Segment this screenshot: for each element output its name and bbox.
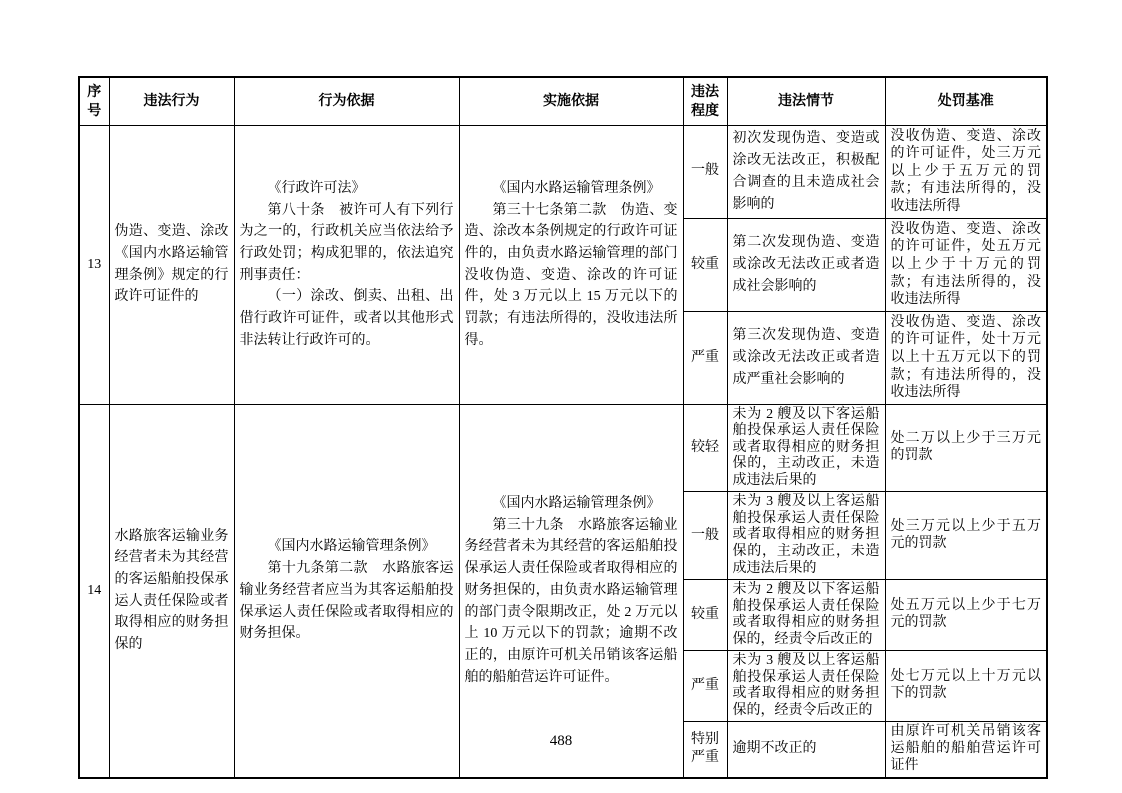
row13-circumstance-3: 第三次发现伪造、变造或涂改无法改正或者造成严重社会影响的 <box>727 311 885 404</box>
row14-degree-4: 严重 <box>683 651 727 722</box>
row14-impl-basis <box>459 404 683 777</box>
row14-degree-2: 一般 <box>683 492 727 580</box>
row14-degree-3: 较重 <box>683 580 727 651</box>
row14-circumstance-2: 未为 3 艘及以上客运船舶投保承运人责任保险或者取得相应的财务担保的，主动改正，未造成违法后果的 <box>727 492 885 580</box>
table-row <box>79 125 1047 218</box>
paragraph: 《国内水路运输管理条例》 <box>492 496 661 512</box>
paragraph: 第三十九条 水路旅客运输业务经营者未为其经营的客运船舶投保承运人责任保险或者取得相应的财务担保的，由负责水路运输管理的部门责令限期改正，处 2 万元以上 10 万元以下的罚款；逾期不改正的，由原许可机关吊销该客运船舶的船舶营运许可证件。 <box>464 517 678 685</box>
row14-degree-5: 特别严重 <box>683 722 727 778</box>
row14-violation: 水路旅客运输业务经营者未为其经营的客运船舶投保承运人责任保险或者取得相应的财务担保的 <box>109 404 234 777</box>
row13-no: 13 <box>79 125 109 404</box>
row13-degree-2: 较重 <box>683 218 727 311</box>
row14-penalty-3: 处五万元以上少于七万元的罚款 <box>885 580 1047 651</box>
table-row <box>79 404 1047 492</box>
paragraph: 第八十条 被许可人有下列行为之一的，行政机关应当依法给予行政处罚；构成犯罪的，依法追究刑事责任： <box>239 202 454 283</box>
row14-behavior-basis <box>234 404 459 777</box>
row14-circumstance-1: 未为 2 艘及以下客运船舶投保承运人责任保险或者取得相应的财务担保的，主动改正，未造成违法后果的 <box>727 404 885 492</box>
row14-circumstance-3: 未为 2 艘及以下客运船舶投保承运人责任保险或者取得相应的财务担保的，经责令后改正的 <box>727 580 885 651</box>
paragraph: 第三十七条第二款 伪造、变造、涂改本条例规定的行政许可证件的，由负责水路运输管理的部门没收伪造、变造、涂改的许可证件，处 3 万元以上 15 万元以下的罚款；有违法所得的，没收违法所得。 <box>464 202 678 348</box>
header-penalty: 处罚基准 <box>885 77 1047 125</box>
paragraph: 《国内水路运输管理条例》 <box>267 539 436 555</box>
paragraph: （一）涂改、倒卖、出租、出借行政许可证件，或者以其他形式非法转让行政许可的。 <box>239 289 454 348</box>
row14-penalty-1: 处二万以上少于三万元的罚款 <box>885 404 1047 492</box>
row14-penalty-4: 处七万元以上十万元以下的罚款 <box>885 651 1047 722</box>
page-number: 488 <box>549 733 573 749</box>
row13-degree-3: 严重 <box>683 311 727 404</box>
header-no: 序号 <box>79 77 109 125</box>
row14-degree-1: 较轻 <box>683 404 727 492</box>
paragraph: 第十九条第二款 水路旅客运输业务经营者应当为其客运船舶投保承运人责任保险或者取得相应的财务担保。 <box>239 561 454 642</box>
paragraph: 《行政许可法》 <box>267 180 366 196</box>
header-violation: 违法行为 <box>109 77 234 125</box>
header-impl-basis: 实施依据 <box>459 77 683 125</box>
header-degree: 违法程度 <box>683 77 727 125</box>
paragraph: 《国内水路运输管理条例》 <box>492 180 661 196</box>
row14-penalty-2: 处三万元以上少于五万元的罚款 <box>885 492 1047 580</box>
header-row <box>79 77 1047 125</box>
row13-violation: 伪造、变造、涂改《国内水路运输管理条例》规定的行政许可证件的 <box>109 125 234 404</box>
row14-penalty-5: 由原许可机关吊销该客运船舶的船舶营运许可证件 <box>885 722 1047 778</box>
row13-penalty-1: 没收伪造、变造、涂改的许可证件，处三万元以上少于五万元的罚款；有违法所得的，没收违法所得 <box>885 125 1047 218</box>
header-behavior-basis: 行为依据 <box>234 77 459 125</box>
row13-degree-1: 一般 <box>683 125 727 218</box>
row14-no: 14 <box>79 404 109 777</box>
header-circumstance: 违法情节 <box>727 77 885 125</box>
row13-circumstance-1: 初次发现伪造、变造或涂改无法改正，积极配合调查的且未造成社会影响的 <box>727 125 885 218</box>
row13-impl-basis <box>459 125 683 404</box>
row14-circumstance-5: 逾期不改正的 <box>727 722 885 778</box>
penalty-standards-table <box>78 76 1048 779</box>
row14-circumstance-4: 未为 3 艘及以上客运船舶投保承运人责任保险或者取得相应的财务担保的，经责令后改正的 <box>727 651 885 722</box>
row13-penalty-2: 没收伪造、变造、涂改的许可证件，处五万元以上少于十万元的罚款；有违法所得的，没收违法所得 <box>885 218 1047 311</box>
row13-penalty-3: 没收伪造、变造、涂改的许可证件，处十万元以上十五万元以下的罚款；有违法所得的，没收违法所得 <box>885 311 1047 404</box>
row13-circumstance-2: 第二次发现伪造、变造或涂改无法改正或者造成社会影响的 <box>727 218 885 311</box>
row13-behavior-basis <box>234 125 459 404</box>
